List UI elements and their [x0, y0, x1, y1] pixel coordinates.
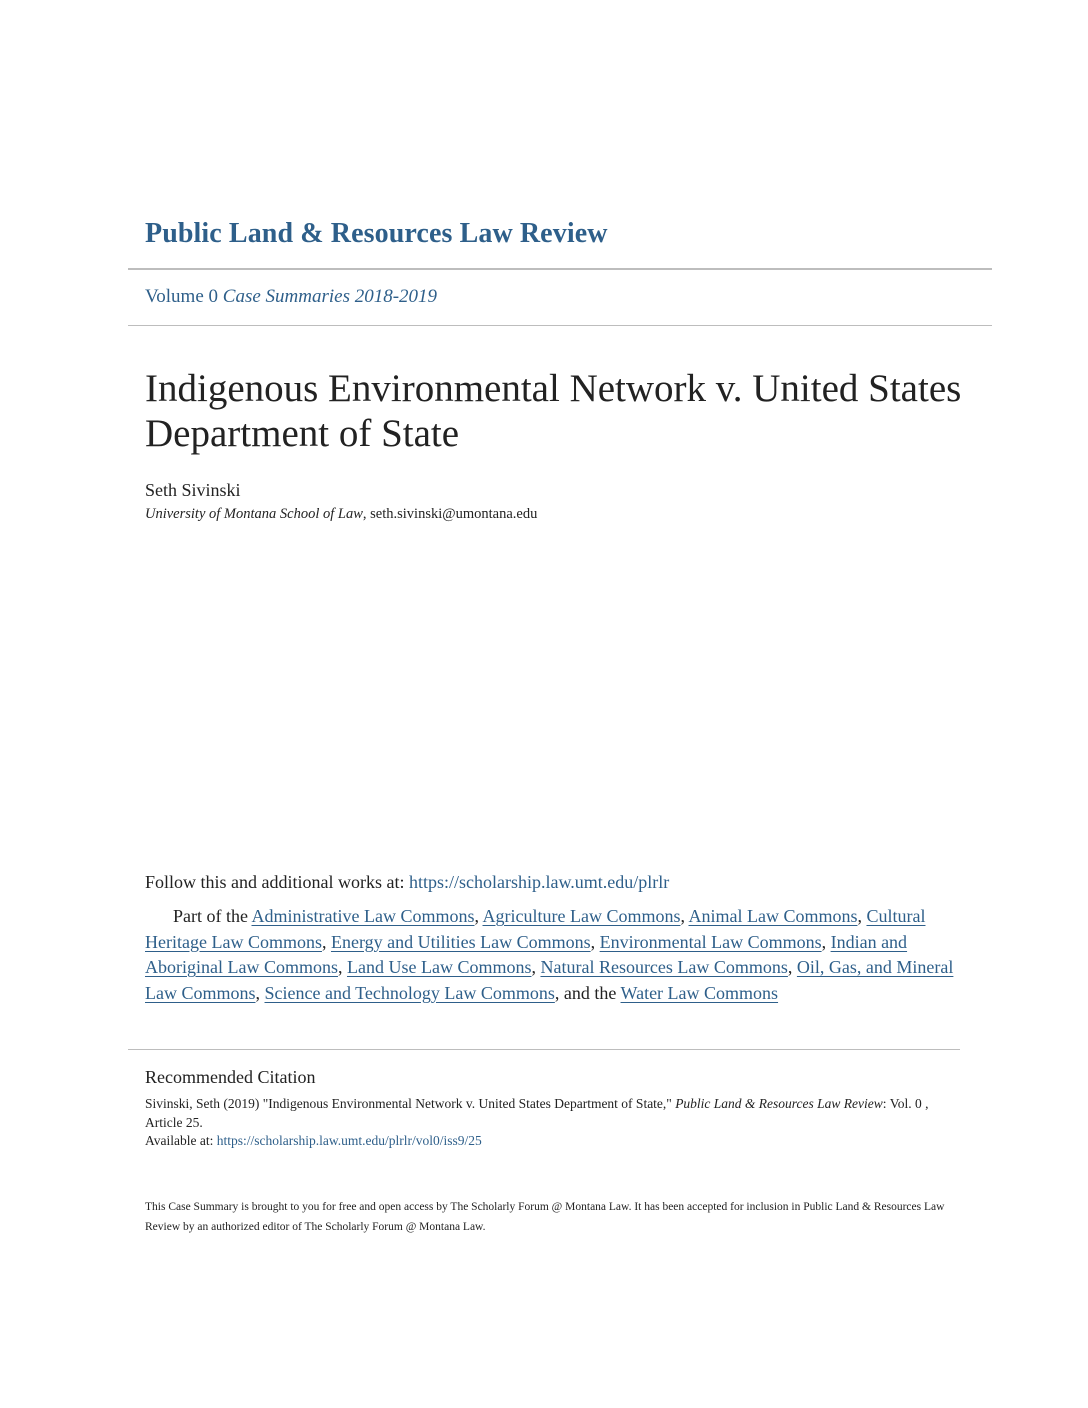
- volume-link[interactable]: Volume 0: [145, 286, 219, 307]
- commons-link-natural-resources[interactable]: Natural Resources Law Commons: [540, 957, 788, 977]
- commons-link-water[interactable]: Water Law Commons: [620, 982, 779, 1003]
- commons-prefix: Part of the: [173, 906, 248, 926]
- citation-details: Vol. 0 , Article 25.: [145, 1096, 929, 1130]
- citation-body: Sivinski, Seth (2019) "Indigenous Environmental Network v. United States Department of State," Public Land & Resources Law Review: Vol. 0 , Article 25. Available at: https://scholarship.law.umt.edu/plrlr/vol0/iss9/25: [145, 1096, 929, 1148]
- repository-link[interactable]: https://scholarship.law.umt.edu/plrlr: [408, 872, 670, 892]
- affiliation-name: University of Montana School of Law: [145, 506, 363, 522]
- author-email: seth.sivinski@umontana.edu: [370, 506, 538, 522]
- commons-list: Part of the Administrative Law Commons, Agriculture Law Commons, Animal Law Commons, Cultural Heritage Law Commons, Energy and Utilities Law Commons, Environmental Law Commons, Indian and Aboriginal Law Commons, Land Use Law Commons, Natural Resources Law Commons, Oil, Gas, and Mineral Law Commons, Science and Technology Law Commons, and the Water Law Commons: [145, 906, 954, 1003]
- top-divider: [128, 268, 992, 270]
- affiliation-separator: ,: [362, 506, 371, 522]
- citation-heading: Recommended Citation: [145, 1067, 316, 1087]
- citation-journal: Public Land & Resources Law Review: [675, 1096, 883, 1111]
- issue-name-link[interactable]: Case Summaries 2018-2019: [222, 286, 438, 307]
- citation-link[interactable]: https://scholarship.law.umt.edu/plrlr/vol0/iss9/25: [216, 1133, 482, 1148]
- commons-conjunction: and the: [563, 982, 617, 1003]
- commons-link-environmental[interactable]: Environmental Law Commons: [599, 931, 822, 952]
- article-title: Indigenous Environmental Network v. United States Department of State: [145, 367, 962, 455]
- commons-link-animal[interactable]: Animal Law Commons: [688, 906, 858, 926]
- commons-link-energy-utilities[interactable]: Energy and Utilities Law Commons: [330, 931, 591, 952]
- follow-line: [145, 872, 669, 893]
- issue-divider: [128, 325, 992, 326]
- commons-link-land-use[interactable]: Land Use Law Commons: [346, 957, 532, 977]
- commons-link-oil-gas-mineral[interactable]: Oil, Gas, and Mineral Law Commons: [145, 957, 954, 1003]
- footer-note: This Case Summary is brought to you for free and open access by The Scholarly Forum @ Montana Law. It has been accepted for inclusion in Public Land & Resources Law Review by an authorized editor of The Scholarly Forum @ Montana Law.: [145, 1201, 945, 1233]
- journal-title[interactable]: Public Land & Resources Law Review: [145, 218, 608, 249]
- citation-text: Sivinski, Seth (2019) "Indigenous Environmental Network v. United States Department of State,": [145, 1096, 672, 1111]
- commons-link-agriculture[interactable]: Agriculture Law Commons: [482, 906, 681, 926]
- commons-link-science-technology[interactable]: Science and Technology Law Commons: [264, 982, 555, 1003]
- commons-link-cultural-heritage[interactable]: Cultural Heritage Law Commons: [145, 906, 926, 952]
- author-name: Seth Sivinski: [145, 480, 241, 500]
- author-affiliation: [145, 506, 537, 523]
- commons-link-indian-aboriginal[interactable]: Indian and Aboriginal Law Commons: [145, 931, 908, 977]
- commons-link-administrative[interactable]: Administrative Law Commons: [251, 906, 475, 926]
- issue-line: [145, 286, 437, 308]
- follow-label: Follow this and additional works at:: [145, 872, 405, 892]
- citation-divider: [128, 1049, 960, 1050]
- available-label: Available at:: [145, 1133, 214, 1148]
